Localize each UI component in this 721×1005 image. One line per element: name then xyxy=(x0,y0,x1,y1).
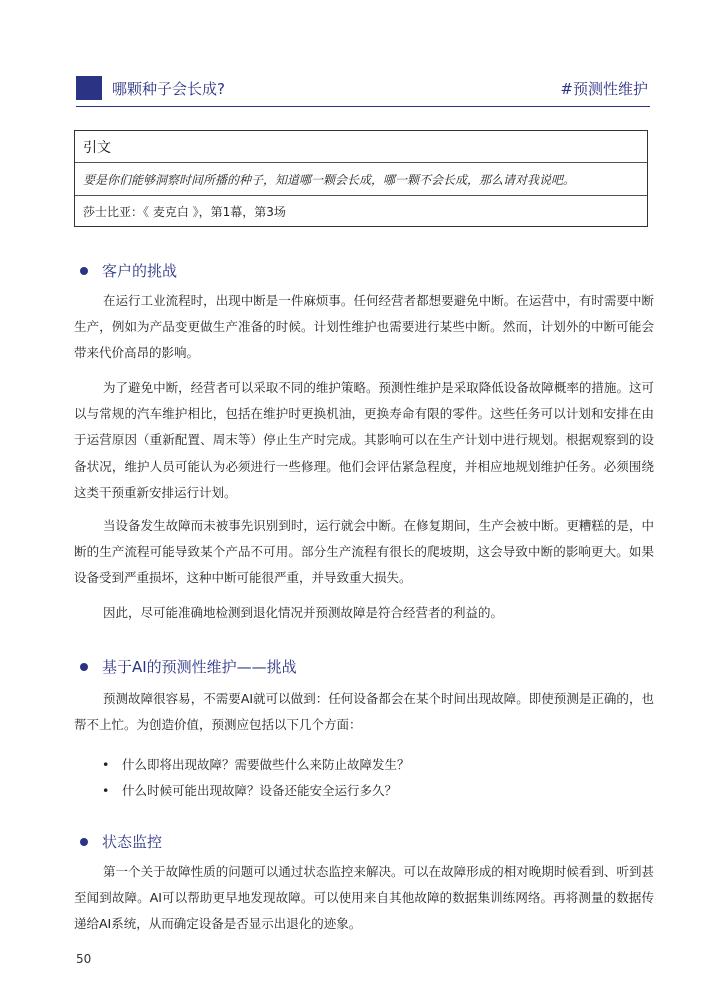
paragraph: 在运行工业流程时，出现中断是一件麻烦事。任何经营者都想要避免中断。在运营中，有时需要中断生产，例如为产品变更做生产准备的时候。计划性维护也需要进行某些中断。然而，计划外的中断可能会带来代价高昂的影响。 xyxy=(74,293,654,361)
bullet-list xyxy=(100,752,640,804)
paragraph: 因此，尽可能准确地检测到退化情况并预测故障是符合经营者的利益的。 xyxy=(103,605,504,620)
paragraph: 为了避免中断，经营者可以采取不同的维护策略。预测性维护是采取降低设备故障概率的措施。这可以与常规的汽车维护相比，包括在维护时更换机油，更换寿命有限的零件。这些任务可以计划和安排在由于运营原因（重新配置、周末等）停止生产时完成。其影响可以在生产计划中进行规划。根据观察到的设备状况，维护人员可能认为必须进行一些修理。他们会评估紧急程度，并相应地规划维护任务。必须围绕这类干预重新安排运行计划。 xyxy=(74,380,654,500)
list-item xyxy=(100,778,640,804)
header-title: 哪颗种子会长成? xyxy=(112,80,225,98)
bullet-dot-icon xyxy=(80,663,88,671)
section-heading-ai-maintenance xyxy=(80,656,297,677)
bullet-icon: • xyxy=(102,757,110,772)
list-item xyxy=(100,752,640,778)
quote-source: 莎士比亚：《 麦克白 》，第1幕，第3场 xyxy=(83,204,286,219)
list-item-text: 什么即将出现故障？需要做些什么来防止故障发生？ xyxy=(122,757,410,772)
paragraph: 第一个关于故障性质的问题可以通过状态监控来解决。可以在故障形成的相对晚期时候看到、听到甚至闻到故障。AI可以帮助更早地发现故障。可以使用来自其他故障的数据集训练网络。再将测量的数据传递给AI系统，从而确定设备是否显示出退化的迹象。 xyxy=(74,864,654,932)
bullet-dot-icon xyxy=(80,267,88,275)
page-header xyxy=(76,76,650,108)
list-item-text: 什么时候可能出现故障？设备还能安全运行多久？ xyxy=(122,783,398,798)
section-title: 状态监控 xyxy=(102,833,163,851)
paragraph: 预测故障很容易，不需要AI就可以做到：任何设备都会在某个时间出现故障。即使预测是正确的，也帮不上忙。为创造价值，预测应包括以下几个方面： xyxy=(74,691,654,733)
section-heading-customer-challenge xyxy=(80,260,177,281)
header-square-icon xyxy=(76,76,102,100)
bullet-dot-icon xyxy=(80,838,88,846)
quote-box xyxy=(74,130,648,227)
header-tag: #预测性维护 xyxy=(560,80,648,98)
paragraph: 当设备发生故障而未被事先识别到时，运行就会中断。在修复期间，生产会被中断。更糟糕的是，中断的生产流程可能导致某个产品不可用。部分生产流程有很长的爬坡期，这会导致中断的影响更大。如果设备受到严重损坏，这种中断可能很严重，并导致重大损失。 xyxy=(74,518,654,586)
bullet-icon: • xyxy=(102,783,110,798)
section-heading-condition-monitoring xyxy=(80,831,162,852)
quote-text: 要是你们能够洞察时间所播的种子，知道哪一颗会长成，哪一颗不会长成，那么请对我说吧。 xyxy=(75,163,647,196)
quote-heading: 引文 xyxy=(75,131,647,163)
header-rule xyxy=(76,106,650,107)
section-title: 基于AI的预测性维护——挑战 xyxy=(102,658,297,676)
section-title: 客户的挑战 xyxy=(102,262,178,280)
page-number: 50 xyxy=(76,952,92,966)
